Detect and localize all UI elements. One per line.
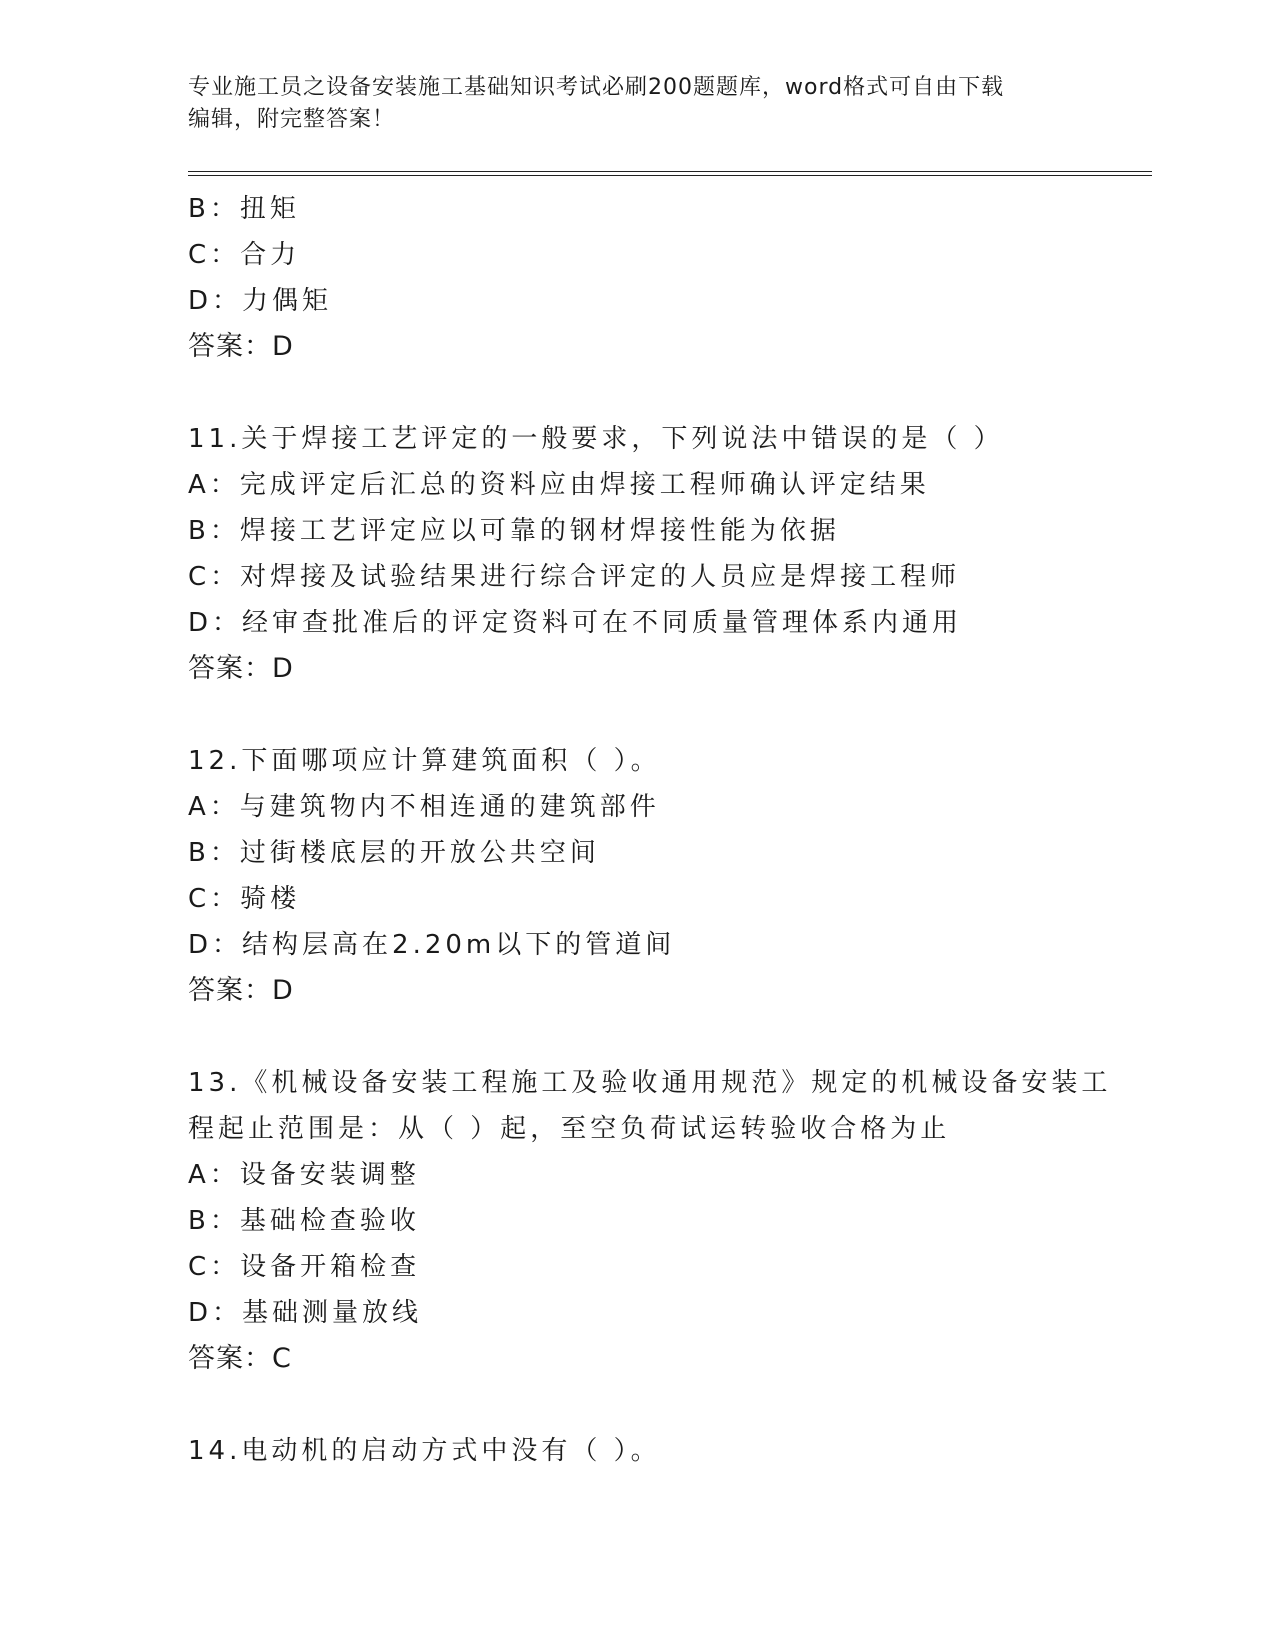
header-line-2: 编辑，附完整答案！ [188, 107, 396, 132]
option-b: B：焊接工艺评定应以可靠的钢材焊接性能为依据 [188, 516, 840, 546]
question-stem-line-2: 程起止范围是：从（ ）起，至空负荷试运转验收合格为止 [188, 1114, 951, 1144]
option-a: A：设备安装调整 [188, 1160, 420, 1190]
option-b: B：基础检查验收 [188, 1206, 420, 1236]
question-stem: 11.关于焊接工艺评定的一般要求，下列说法中错误的是（ ） [188, 424, 1004, 454]
header-line-1: 专业施工员之设备安装施工基础知识考试必刷200题题库，word格式可自由下载 [188, 75, 1005, 100]
question-block [188, 186, 1148, 370]
option-a: A：完成评定后汇总的资料应由焊接工程师确认评定结果 [188, 470, 930, 500]
answer-line: 答案：D [188, 975, 294, 1006]
option-c: C：对焊接及试验结果进行综合评定的人员应是焊接工程师 [188, 562, 961, 592]
question-block [188, 1060, 1148, 1382]
question-block [188, 416, 1148, 692]
header-divider-bottom [188, 175, 1152, 176]
answer-line: 答案：C [188, 1343, 292, 1374]
option-a: A：与建筑物内不相连通的建筑部件 [188, 792, 660, 822]
option-c: C：合力 [188, 240, 301, 270]
answer-line: 答案：D [188, 331, 294, 362]
option-b: B：过街楼底层的开放公共空间 [188, 838, 600, 868]
question-block [188, 738, 1148, 1014]
option-c: C：骑楼 [188, 884, 301, 914]
header-divider-top [188, 171, 1152, 172]
question-stem: 14.电动机的启动方式中没有（ ）。 [188, 1436, 661, 1466]
question-list [188, 186, 1148, 1474]
document-header [188, 72, 1088, 136]
answer-line: 答案：D [188, 653, 294, 684]
question-stem: 12.下面哪项应计算建筑面积（ ）。 [188, 746, 661, 776]
option-d: D：经审查批准后的评定资料可在不同质量管理体系内通用 [188, 608, 963, 638]
option-d: D：基础测量放线 [188, 1298, 423, 1328]
option-c: C：设备开箱检查 [188, 1252, 421, 1282]
option-d: D：力偶矩 [188, 286, 333, 316]
question-block [188, 1428, 1148, 1474]
option-d: D：结构层高在2.20m以下的管道间 [188, 930, 676, 960]
option-b: B：扭矩 [188, 194, 300, 224]
question-stem-line-1: 13.《机械设备安装工程施工及验收通用规范》规定的机械设备安装工 [188, 1068, 1112, 1098]
